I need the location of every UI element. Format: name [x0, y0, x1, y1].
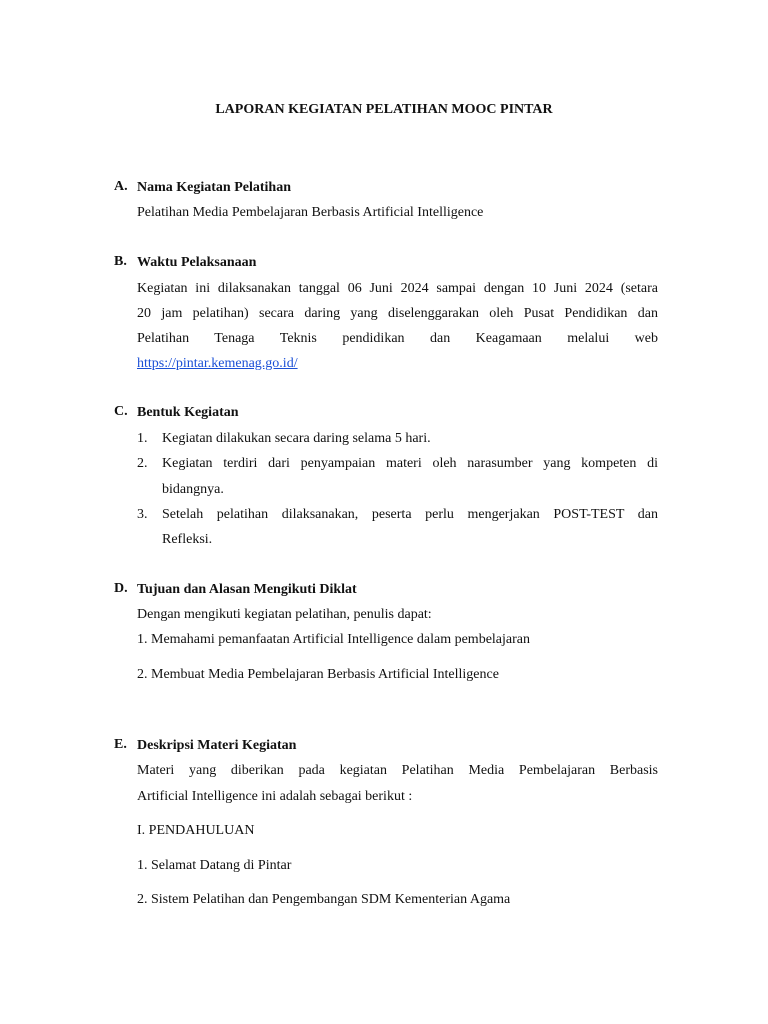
- section-e-heading: Deskripsi Materi Kegiatan: [137, 738, 297, 753]
- section-d-item-1: 1. Memahami pemanfaatan Artificial Intelligence dalam pembelajaran: [137, 632, 530, 647]
- section-a-heading: Nama Kegiatan Pelatihan: [137, 180, 291, 195]
- section-e-item-1: 1. Selamat Datang di Pintar: [137, 858, 292, 873]
- section-e-line-1: Materi yang diberikan pada kegiatan Pelatihan Media Pembelajaran Berbasis: [137, 763, 658, 778]
- section-b-heading: Waktu Pelaksanaan: [137, 255, 257, 270]
- section-d-letter: D.: [114, 581, 128, 596]
- pintar-web-link[interactable]: https://pintar.kemenag.go.id/: [137, 356, 298, 371]
- list-item-text: Kegiatan dilakukan secara daring selama 5 hari.: [162, 431, 431, 446]
- list-item-text-cont: bidangnya.: [162, 482, 224, 497]
- list-item-number: 3.: [137, 507, 148, 522]
- section-b-letter: B.: [114, 254, 127, 269]
- section-b-line-2: 20 jam pelatihan) secara daring yang diselenggarakan oleh Pusat Pendidikan dan: [137, 306, 658, 321]
- list-item-number: 2.: [137, 456, 148, 471]
- section-d-heading: Tujuan dan Alasan Mengikuti Diklat: [137, 582, 357, 597]
- section-b-line-3: Pelatihan Tenaga Teknis pendidikan dan Keagamaan melalui web: [137, 331, 658, 346]
- list-item-text-cont: Refleksi.: [162, 532, 213, 547]
- section-d-item-2: 2. Membuat Media Pembelajaran Berbasis Artificial Intelligence: [137, 667, 499, 682]
- list-item-text: Setelah pelatihan dilaksanakan, peserta perlu mengerjakan POST-TEST dan: [162, 507, 658, 522]
- section-e-subheading: I. PENDAHULUAN: [137, 823, 255, 838]
- list-item-number: 1.: [137, 431, 148, 446]
- section-c-heading: Bentuk Kegiatan: [137, 405, 239, 420]
- document-title: LAPORAN KEGIATAN PELATIHAN MOOC PINTAR: [215, 102, 553, 117]
- section-c-letter: C.: [114, 404, 128, 419]
- section-a-body: Pelatihan Media Pembelajaran Berbasis Artificial Intelligence: [137, 205, 484, 220]
- section-e-item-2: 2. Sistem Pelatihan dan Pengembangan SDM Kementerian Agama: [137, 892, 511, 907]
- section-d-intro: Dengan mengikuti kegiatan pelatihan, penulis dapat:: [137, 607, 432, 622]
- section-e-line-2: Artificial Intelligence ini adalah sebagai berikut :: [137, 789, 413, 804]
- list-item-text: Kegiatan terdiri dari penyampaian materi oleh narasumber yang kompeten di: [162, 456, 658, 471]
- section-e-letter: E.: [114, 737, 127, 752]
- section-a-letter: A.: [114, 179, 128, 194]
- section-b-line-1: Kegiatan ini dilaksanakan tanggal 06 Juni 2024 sampai dengan 10 Juni 2024 (setara: [137, 281, 658, 296]
